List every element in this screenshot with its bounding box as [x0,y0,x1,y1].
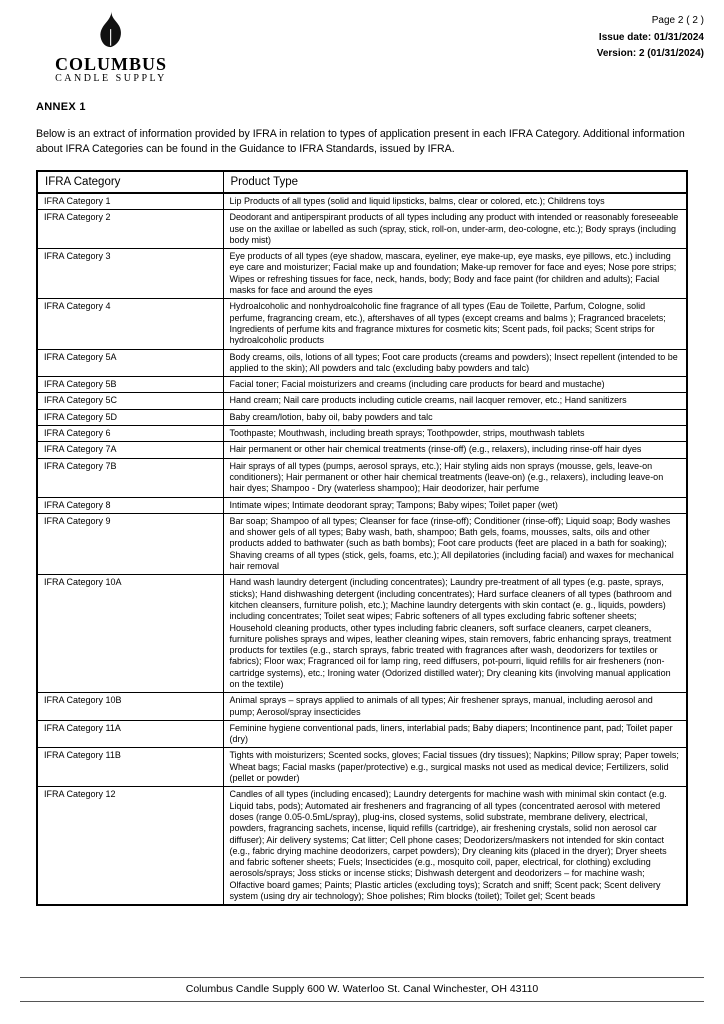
table-row [37,693,687,721]
ifra-category-cell: IFRA Category 11A [37,720,223,748]
product-type-cell: Hydroalcoholic and nonhydroalcoholic fine fragrance of all types (Eau de Toilette, Parfum, Cologne, solid perfume, fragrancing cream, etc.), aftershaves of all types (except creams and balms ); Fragranced bracelets; Ingredients of perfume kits and fragrance mixtures for cosmetic kits; Scent pads, foil packs; Scent strips for hydroalcoholic products [223,299,687,349]
table-header-row [37,171,687,193]
product-type-cell: Facial toner; Facial moisturizers and creams (including care products for beard and mustache) [223,377,687,393]
logo-name: COLUMBUS [54,54,167,74]
product-type-cell: Eye products of all types (eye shadow, mascara, eyeliner, eye make-up, eye masks, eye pillows, etc.) including eye care and moisturizer; Facial make up and foundation; Make-up remover for face and eyes; Nose pore strips; Wipes or refreshing tissues for face, neck, hands, body; Body and face paint (for children and adults); Facial masks for face and around the eyes [223,249,687,299]
table-row [37,349,687,377]
product-type-cell: Hair sprays of all types (pumps, aerosol sprays, etc.); Hair styling aids non sprays (mousse, gels, leave-on conditioners); Hair permanent or other hair chemical treatments (leave-on) (e.g., relaxers), including leave-on hair dyes; Shampoo - Dry (waterless shampoo); Hair deodorizer, hair perfume [223,458,687,497]
ifra-category-cell: IFRA Category 8 [37,497,223,513]
column-header-product-type: Product Type [223,171,687,193]
ifra-category-cell: IFRA Category 6 [37,426,223,442]
table-row [37,299,687,349]
column-header-ifra-category: IFRA Category [37,171,223,193]
product-type-cell: Lip Products of all types (solid and liquid lipsticks, balms, clear or colored, etc.); Childrens toys [223,193,687,210]
ifra-category-cell: IFRA Category 5B [37,377,223,393]
logo-subtitle: CANDLE SUPPLY [55,73,167,84]
table-row [37,748,687,787]
page-footer [20,977,704,1002]
table-row [37,249,687,299]
ifra-category-cell: IFRA Category 5C [37,393,223,409]
page-header [0,0,724,85]
table-row [37,193,687,210]
product-type-cell: Feminine hygiene conventional pads, liners, interlabial pads; Baby diapers; Incontinence pant, pad; Toilet paper (dry) [223,720,687,748]
ifra-table-body [37,193,687,905]
page-number-line: Page 2 ( 2 ) [651,15,704,26]
ifra-category-cell: IFRA Category 5D [37,409,223,425]
version-line: Version: 2 (01/31/2024) [596,48,704,59]
product-type-cell: Candles of all types (including encased); Laundry detergents for machine wash with minimal skin contact (e.g. Liquid tabs, pods); Automated air fresheners and fragrancing of all types (concentrated aerosol with metered doses (range 0.05-0.5mL/spray), plug-ins, closed systems, solid substrate, membrane delivery, electrical, powders, fragrancing sachets, incense, liquid refills (cartridge), air freshening crystals, solid non aerosol car diffuser); Air delivery systems; Cat litter; Cell phone cases; Deodorizers/maskers not intended for skin contact (e.g., fabric drying machine deodorizers, carpet powders); Dry cleaning kits (placed in the dryer); Dryer sheets and fabric softener sheets; Fuels; Insecticides (e.g., mosquito coil, paper, electrical, for clothing) excluding aerosols/sprays; Joss sticks or incense sticks; Dishwash detergent and deodorizers – for machine wash; Olfactive board games; Paints; Plastic articles (excluding toys); Scratch and sniff; Scent pack; Scent delivery system (using dry air technology); Shoe polishes; Rim blocks (toilet); Toilet gel; Scent beads [223,787,687,905]
product-type-cell: Body creams, oils, lotions of all types; Foot care products (creams and powders); Insect repellent (intended to be applied to the skin); All powders and talc (excluding baby powders and talc) [223,349,687,377]
document-meta [597,10,704,63]
table-row [37,787,687,905]
product-type-cell: Intimate wipes; Intimate deodorant spray; Tampons; Baby wipes; Toilet paper (wet) [223,497,687,513]
ifra-category-cell: IFRA Category 3 [37,249,223,299]
company-logo [46,10,176,85]
table-row [37,442,687,458]
ifra-category-cell: IFRA Category 1 [37,193,223,210]
table-row [37,458,687,497]
table-row [37,426,687,442]
table-row [37,513,687,574]
table-row [37,575,687,693]
table-row [37,393,687,409]
ifra-category-cell: IFRA Category 7B [37,458,223,497]
ifra-category-cell: IFRA Category 9 [37,513,223,574]
flame-icon [46,10,176,54]
issue-date-line: Issue date: 01/31/2024 [598,31,704,43]
ifra-category-cell: IFRA Category 12 [37,787,223,905]
ifra-category-cell: IFRA Category 5A [37,349,223,377]
product-type-cell: Hair permanent or other hair chemical treatments (rinse-off) (e.g., relaxers), including rinse-off hair dyes [223,442,687,458]
product-type-cell: Hand wash laundry detergent (including concentrates); Laundry pre-treatment of all types (e.g. paste, sprays, sticks); Hand dishwashing detergent (including concentrates); Hard surface cleaners of all types (bathroom and kitchen cleansers, furniture polish, etc.); Machine laundry detergents with skin contact (e. g., liquids, powders) including concentrates; Toilet seat wipes; Fabric softeners of all types excluding fabric softener sheets; Household cleaning products, other types including fabric cleaners, soft surface cleaners, carpet cleaners, furniture polishes sprays and wipes, leather cleaning wipes, stain removers, fabric enhancing sprays, treatment products for textiles (e.g., starch sprays, fabric treated with fragrances after wash, deodorizers for textiles or fabrics); Floor wax; Fragranced oil for lamp ring, reed diffusers, pot-pourri, liquid refills for air fresheners (non-cartridge systems), etc.; Ironing water (Odorized distilled water); Dry cleaning kits (involving manual application on the textile) [223,575,687,693]
product-type-cell: Tights with moisturizers; Scented socks, gloves; Facial tissues (dry tissues); Napkins; Pillow spray; Paper towels; Wheat bags; Facial masks (paper/protective) e.g., surgical masks not used as medical device; Fertilizers, solid (pellet or powder) [223,748,687,787]
table-row [37,210,687,249]
ifra-category-cell: IFRA Category 10A [37,575,223,693]
table-row [37,720,687,748]
product-type-cell: Toothpaste; Mouthwash, including breath sprays; Toothpowder, strips, mouthwash tablets [223,426,687,442]
product-type-cell: Bar soap; Shampoo of all types; Cleanser for face (rinse-off); Conditioner (rinse-off); Liquid soap; Body washes and shower gels of all types; Baby wash, bath, shampoo; Bath gels, foams, mousses, salts, oils and other products added to bathwater (such as bath bombs); Foot care products (feet are placed in a bath for soaking); Shaving creams of all types (stick, gels, foams, etc.); All depilatories (including facial) and waxes for mechanical hair removal [223,513,687,574]
intro-paragraph: Below is an extract of information provided by IFRA in relation to types of application present in each IFRA Category. Additional information about IFRA Categories can be found in the Guidance to IFRA Standards, issued by IFRA. [36,128,685,155]
product-type-cell: Deodorant and antiperspirant products of all types including any product with intended or reasonably foreseeable use on the axillae or labelled as such (spray, stick, roll-on, under-arm, deo-cologne, etc.); Body sprays (including body mist) [223,210,687,249]
ifra-category-cell: IFRA Category 10B [37,693,223,721]
table-row [37,409,687,425]
ifra-category-cell: IFRA Category 4 [37,299,223,349]
product-type-cell: Animal sprays – sprays applied to animals of all types; Air freshener sprays, manual, including aerosol and pump; Aerosol/spray insecticides [223,693,687,721]
product-type-cell: Hand cream; Nail care products including cuticle creams, nail lacquer remover, etc.; Hand sanitizers [223,393,687,409]
table-row [37,497,687,513]
annex-title: ANNEX 1 [36,101,86,113]
table-row [37,377,687,393]
footer-address: Columbus Candle Supply 600 W. Waterloo St. Canal Winchester, OH 43110 [185,983,539,995]
ifra-category-table [36,170,688,906]
ifra-category-cell: IFRA Category 7A [37,442,223,458]
ifra-category-cell: IFRA Category 11B [37,748,223,787]
ifra-category-cell: IFRA Category 2 [37,210,223,249]
product-type-cell: Baby cream/lotion, baby oil, baby powders and talc [223,409,687,425]
